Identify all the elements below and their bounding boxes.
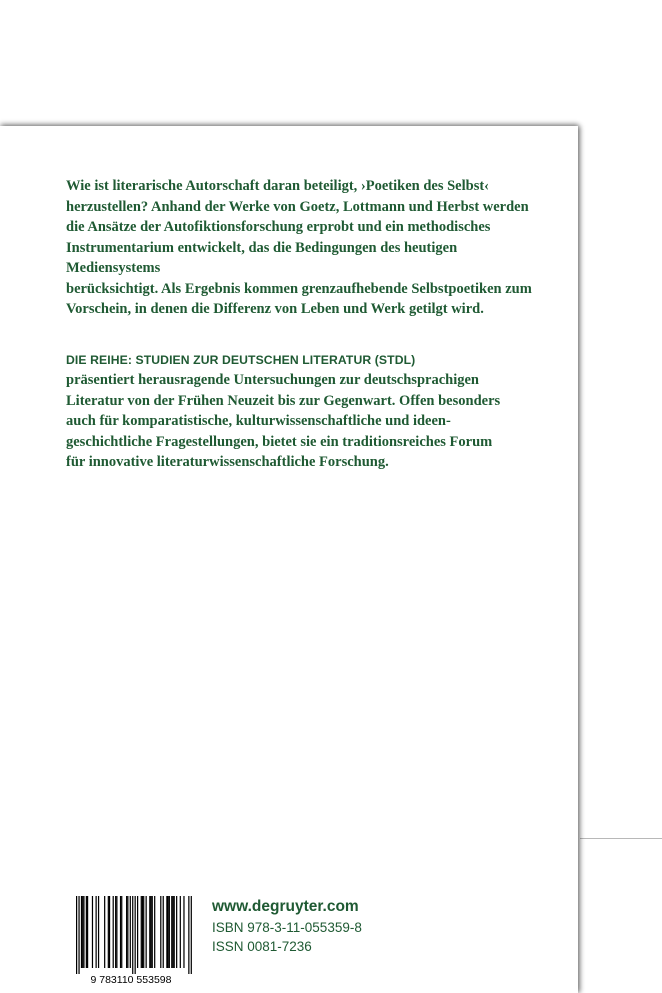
barcode-bar xyxy=(143,896,144,968)
barcode-bar xyxy=(83,896,84,968)
barcode-bar xyxy=(168,896,169,968)
barcode-bar xyxy=(152,896,153,968)
barcode-bar xyxy=(146,896,147,968)
barcode-bar xyxy=(115,896,116,968)
barcode-bar xyxy=(96,896,97,968)
barcode-bar xyxy=(76,896,77,974)
barcode-bar xyxy=(149,896,150,968)
barcode-bar xyxy=(180,896,181,968)
barcode-bar xyxy=(120,896,121,968)
barcode-bar xyxy=(171,896,172,968)
issn-number: ISSN 0081-7236 xyxy=(212,939,312,954)
blurb-text: Wie ist literarische Autorschaft daran beteiligt, ›Poetiken des Selbst‹ herzustellen? Anhand der Werke von Goetz, Lottmann und Herbst werden die Ansätze der Autofiktionsforschung erprobt und ein methodisches Instrumentarium entwickelt, das die Bedingungen des heutigen Mediensystems berücksichtigt. Als Ergebnis kommen grenzaufhebende Selbstpoetiken zum Vorschein, in denen die Differenz von Leben und Werk getilgt wird. xyxy=(66,178,532,317)
barcode-bar xyxy=(166,896,167,968)
series-heading: DIE REIHE: STUDIEN ZUR DEUTSCHEN LITERATUR (STDL) xyxy=(66,353,416,367)
barcode-bar xyxy=(150,896,151,968)
barcode-bar xyxy=(87,896,88,968)
barcode-bar xyxy=(176,896,177,968)
barcode-bar xyxy=(188,896,189,974)
barcode-bar xyxy=(174,896,175,968)
barcode-bar xyxy=(92,896,93,968)
barcode-bar xyxy=(135,896,136,974)
barcode-bar xyxy=(78,896,79,974)
barcode-bar xyxy=(127,896,128,968)
barcode-bar xyxy=(183,896,184,968)
publisher-website[interactable]: www.degruyter.com xyxy=(212,898,359,915)
barcode-bar xyxy=(132,896,133,974)
barcode-bars xyxy=(76,896,192,974)
barcode-bar xyxy=(116,896,117,968)
barcode-bar xyxy=(109,896,110,968)
barcode-bar xyxy=(163,896,164,968)
barcode-bar xyxy=(137,896,138,968)
imprint xyxy=(212,896,362,956)
barcode-bar xyxy=(126,896,127,968)
back-cover-page xyxy=(0,126,578,993)
barcode-bar xyxy=(191,896,192,974)
series-description: präsentiert herausragende Untersuchungen zur deutschsprachigen Literatur von der Frühen Neuzeit bis zur Gegenwart. Offen besonders auch für komparatistische, kulturwissenschaftliche und ideen- geschichtliche Fragestellungen, bietet sie ein traditionsreiches Forum für innovative literaturwissenschaftliche Forschung. xyxy=(66,372,501,470)
barcode-bar xyxy=(82,896,83,968)
isbn-number: ISBN 978-3-11-055359-8 xyxy=(212,920,362,935)
background-rule xyxy=(580,838,662,839)
barcode-bar xyxy=(169,896,170,968)
barcode-bar xyxy=(160,896,161,968)
barcode-bar xyxy=(141,896,142,968)
barcode-icon xyxy=(66,894,196,986)
barcode-bar xyxy=(113,896,114,968)
barcode-bar xyxy=(130,896,131,968)
barcode-bar xyxy=(121,896,122,968)
barcode-bar xyxy=(172,896,173,968)
barcode-bar xyxy=(154,896,155,968)
barcode-bar xyxy=(104,896,105,968)
barcode-bar xyxy=(98,896,99,968)
barcode-bar xyxy=(86,896,87,968)
barcode-number: 9 783110 553598 xyxy=(90,974,172,986)
barcode-bar xyxy=(81,896,82,968)
barcode-bar xyxy=(108,896,109,968)
barcode-bar xyxy=(142,896,143,968)
